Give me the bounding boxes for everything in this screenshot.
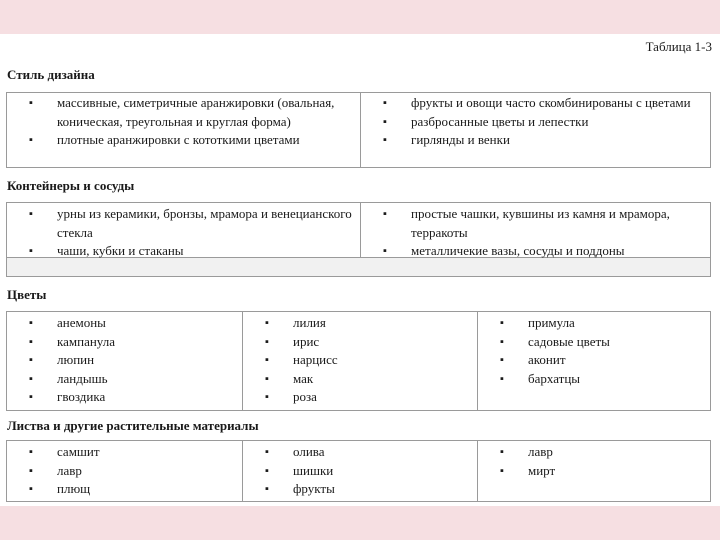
foliage-column-2	[242, 441, 477, 501]
list-item: ▪ шишки	[243, 462, 477, 481]
style-list-2	[361, 94, 710, 150]
list-item: ▪ аконит	[478, 351, 710, 370]
list-item: ▪ плющ	[7, 480, 242, 499]
foliage-box	[6, 440, 711, 502]
list-item: ▪ лавр	[478, 443, 710, 462]
list-item: ▪ гвоздика	[7, 388, 242, 407]
list-item: ▪ чаши, кубки и стаканы	[7, 242, 360, 261]
list-item: ▪ фрукты и овощи часто скомбинированы с цветами	[361, 94, 710, 113]
list-item: ▪ разбросанные цветы и лепестки	[361, 113, 710, 132]
flowers-list-1	[7, 314, 242, 407]
list-item: ▪ плотные аранжировки с кототкими цветами	[7, 131, 360, 150]
table-number: Таблица 1-3	[645, 39, 712, 54]
section-title-containers: Контейнеры и сосуды	[7, 178, 135, 193]
list-item: ▪ мак	[243, 370, 477, 389]
containers-column-1	[7, 203, 360, 257]
list-item: ▪ лилия	[243, 314, 477, 333]
list-item: ▪ ландышь	[7, 370, 242, 389]
list-item: ▪ кампанула	[7, 333, 242, 352]
flowers-box	[6, 311, 711, 411]
list-item: ▪ лавр	[7, 462, 242, 481]
list-item: ▪ примула	[478, 314, 710, 333]
foliage-list-2	[243, 443, 477, 499]
containers-list-2	[361, 205, 710, 261]
style-box	[6, 92, 711, 168]
list-item: ▪ мирт	[478, 462, 710, 481]
section-title-foliage: Листва и другие растительные материалы	[7, 418, 259, 433]
list-item: ▪ массивные, симетричные аранжировки (овальная, коническая, треугольная и круглая форма)	[7, 94, 360, 131]
list-item: ▪ анемоны	[7, 314, 242, 333]
list-item: ▪ люпин	[7, 351, 242, 370]
style-column-2	[360, 93, 710, 167]
foliage-column-3	[477, 441, 710, 501]
list-item: ▪ металличекие вазы, сосуды и поддоны	[361, 242, 710, 261]
list-item: ▪ ирис	[243, 333, 477, 352]
containers-box	[6, 202, 711, 258]
style-list-1	[7, 94, 360, 150]
foliage-list-1	[7, 443, 242, 499]
flowers-list-3	[478, 314, 710, 388]
section-title-flowers: Цветы	[7, 287, 47, 302]
flowers-column-3	[477, 312, 710, 410]
list-item: ▪ самшит	[7, 443, 242, 462]
list-item: ▪ простые чашки, кувшины из камня и мрамора, терракоты	[361, 205, 710, 242]
list-item: ▪ садовые цветы	[478, 333, 710, 352]
document-page	[0, 34, 720, 506]
list-item: ▪ бархатцы	[478, 370, 710, 389]
list-item: ▪ олива	[243, 443, 477, 462]
flowers-column-1	[7, 312, 242, 410]
foliage-list-3	[478, 443, 710, 480]
list-item: ▪ нарцисс	[243, 351, 477, 370]
section-title-style: Стиль дизайна	[7, 67, 95, 82]
containers-empty-row	[6, 258, 711, 277]
containers-column-2	[360, 203, 710, 257]
list-item: ▪ фрукты	[243, 480, 477, 499]
containers-list-1	[7, 205, 360, 261]
style-column-1	[7, 93, 360, 167]
foliage-column-1	[7, 441, 242, 501]
list-item: ▪ урны из керамики, бронзы, мрамора и венецианского стекла	[7, 205, 360, 242]
flowers-list-2	[243, 314, 477, 407]
flowers-column-2	[242, 312, 477, 410]
list-item: ▪ гирлянды и венки	[361, 131, 710, 150]
list-item: ▪ роза	[243, 388, 477, 407]
